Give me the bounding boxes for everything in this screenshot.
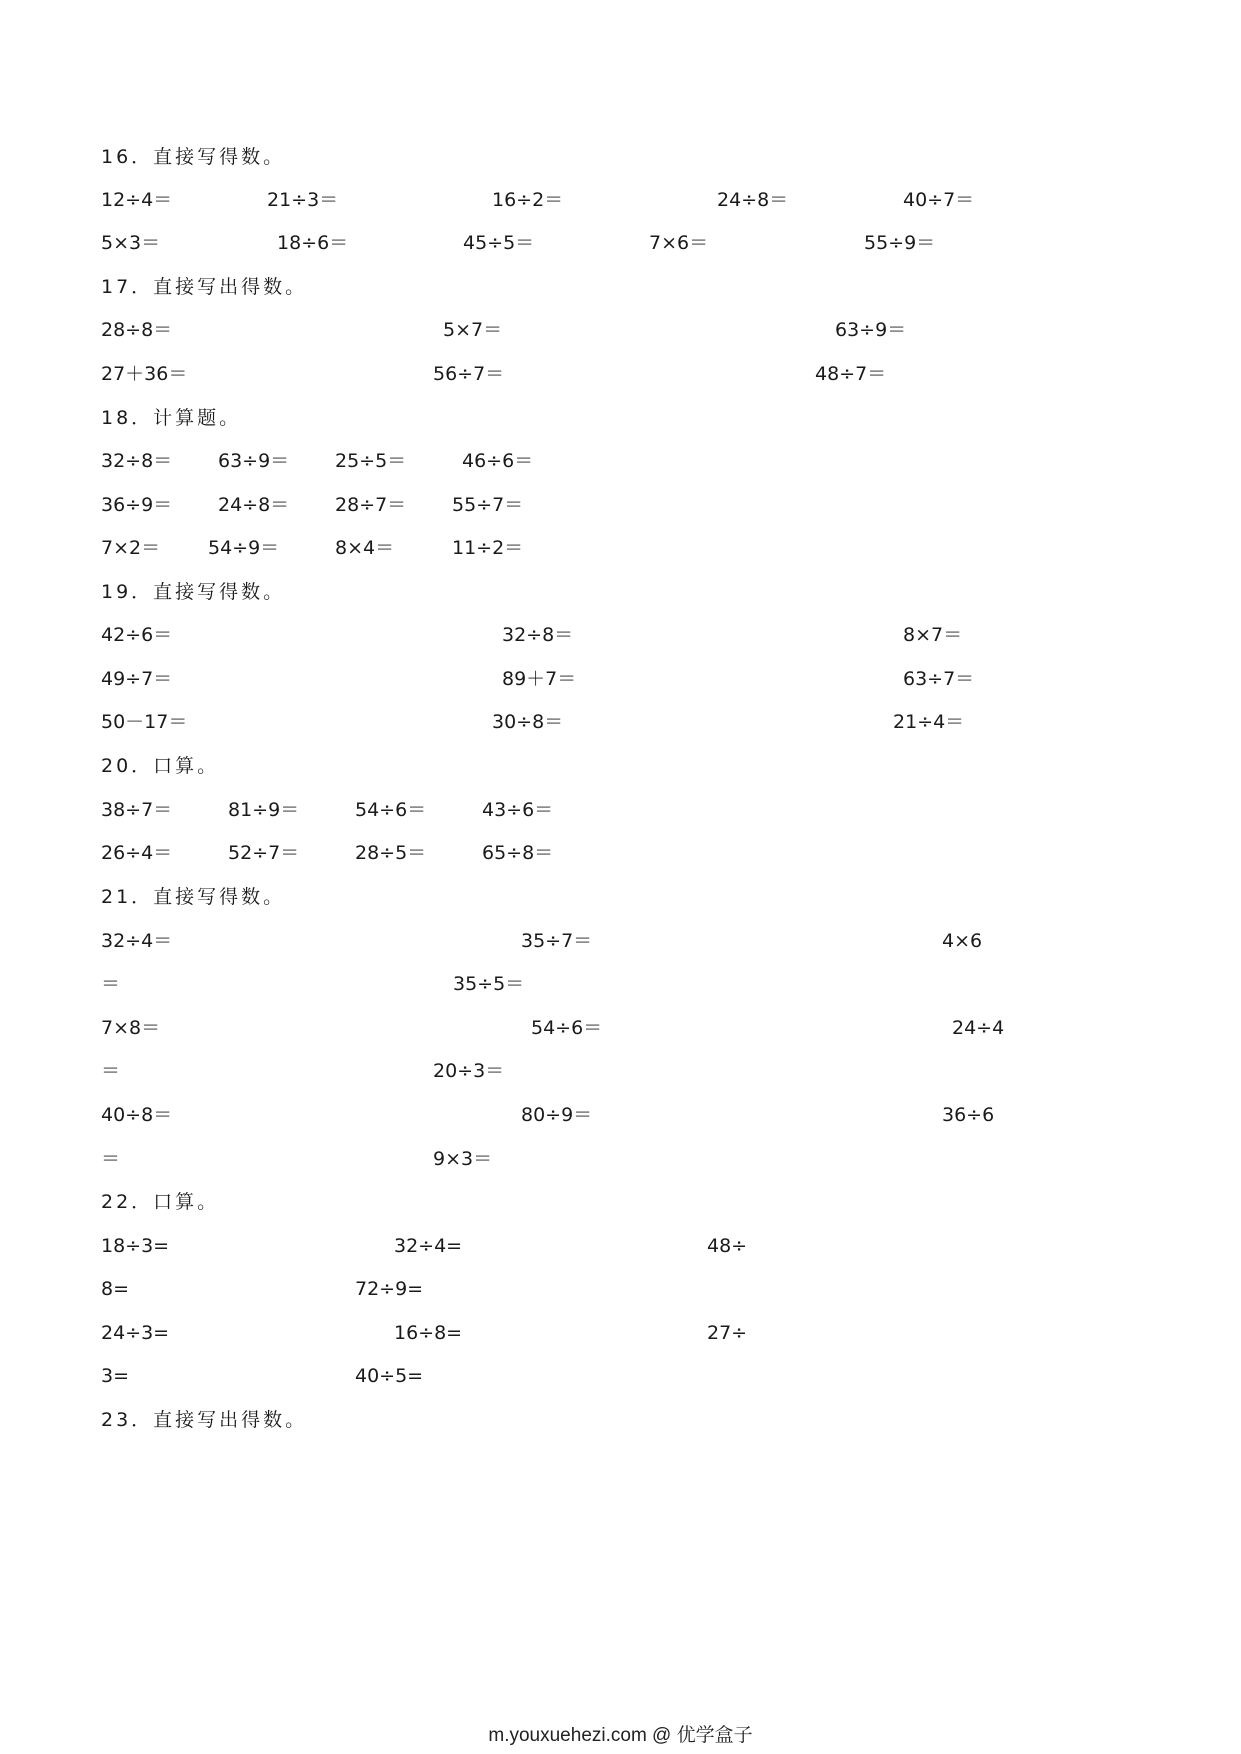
section-19-row-1 [0,619,1241,651]
expression: 8×7＝ [903,624,963,646]
section-18-title-row [0,402,1241,434]
section-21-title-row [0,881,1241,913]
expression: 16÷8= [394,1322,463,1344]
expression: 24÷4 [952,1017,1005,1039]
expression: 50－17＝ [101,711,188,733]
section-22-row-1 [0,1230,1241,1262]
expression: 63÷9＝ [835,319,907,341]
section-title: 18．计算题。 [101,407,242,429]
expression: 48÷ [707,1235,748,1257]
expression: 36÷9＝ [101,494,173,516]
section-18-row-3 [0,532,1241,564]
expression: 54÷9＝ [208,537,280,559]
section-23-title-row [0,1404,1241,1436]
expression: 46÷6＝ [462,450,534,472]
expression: 27＋36＝ [101,363,188,385]
section-19-row-2 [0,663,1241,695]
expression: 8= [101,1278,130,1300]
expression: 24÷8＝ [717,189,789,211]
expression: 4×6 [942,930,983,952]
section-title: 22．口算。 [101,1191,220,1213]
expression: 16÷2＝ [492,189,564,211]
expression: 48÷7＝ [815,363,887,385]
expression: 30÷8＝ [492,711,564,733]
expression: 80÷9＝ [521,1104,593,1126]
expression: 21÷4＝ [893,711,965,733]
expression: 55÷9＝ [864,232,936,254]
section-17-row-2 [0,358,1241,390]
section-16-row-2 [0,227,1241,259]
expression: 35÷7＝ [521,930,593,952]
expression: 55÷7＝ [452,494,524,516]
expression: 54÷6＝ [355,799,427,821]
expression: 36÷6 [942,1104,995,1126]
expression: 28÷5＝ [355,842,427,864]
section-17-title-row [0,271,1241,303]
expression: 3= [101,1365,130,1387]
expression: 45÷5＝ [463,232,535,254]
section-21-row-5 [0,1099,1241,1131]
section-20-title-row [0,750,1241,782]
section-19-row-3 [0,706,1241,738]
footer-watermark: m.youxuehezi.com @ 优学盒子 [488,1725,753,1746]
expression: 40÷5= [355,1365,424,1387]
section-20-row-2 [0,837,1241,869]
expression: 63÷7＝ [903,668,975,690]
section-title: 17．直接写出得数。 [101,276,308,298]
expression: 11÷2＝ [452,537,524,559]
expression: ＝ [101,973,121,995]
expression: 21÷3＝ [267,189,339,211]
section-22-row-4 [0,1360,1241,1392]
expression: 9×3＝ [433,1148,493,1170]
expression: 24÷3= [101,1322,170,1344]
expression: 18÷3= [101,1235,170,1257]
section-22-title-row [0,1186,1241,1218]
section-18-row-2 [0,489,1241,521]
expression: 40÷8＝ [101,1104,173,1126]
expression: 26÷4＝ [101,842,173,864]
expression: 27÷ [707,1322,748,1344]
section-title: 21．直接写得数。 [101,886,286,908]
expression: 28÷8＝ [101,319,173,341]
expression: 63÷9＝ [218,450,290,472]
section-21-row-2 [0,968,1241,1000]
expression: 8×4＝ [335,537,395,559]
expression: 18÷6＝ [277,232,349,254]
expression: 7×8＝ [101,1017,161,1039]
expression: ＝ [101,1148,121,1170]
expression: 38÷7＝ [101,799,173,821]
expression: 81÷9＝ [228,799,300,821]
section-19-title-row [0,576,1241,608]
section-title: 23．直接写出得数。 [101,1409,308,1431]
expression: 54÷6＝ [531,1017,603,1039]
expression: 89＋7＝ [502,668,577,690]
expression: 28÷7＝ [335,494,407,516]
section-20-row-1 [0,794,1241,826]
expression: 32÷8＝ [502,624,574,646]
section-21-row-3 [0,1012,1241,1044]
expression: 65÷8＝ [482,842,554,864]
section-22-row-3 [0,1317,1241,1349]
expression: 5×3＝ [101,232,161,254]
section-21-row-6 [0,1143,1241,1175]
expression: 5×7＝ [443,319,503,341]
expression: 32÷8＝ [101,450,173,472]
expression: 72÷9= [355,1278,424,1300]
expression: 32÷4= [394,1235,463,1257]
section-21-row-1 [0,925,1241,957]
expression: 24÷8＝ [218,494,290,516]
expression: 52÷7＝ [228,842,300,864]
section-18-row-1 [0,445,1241,477]
section-title: 20．口算。 [101,755,220,777]
expression: 7×6＝ [649,232,709,254]
expression: 42÷6＝ [101,624,173,646]
section-22-row-2 [0,1273,1241,1305]
expression: 12÷4＝ [101,189,173,211]
section-16-title-row [0,141,1241,173]
expression: 49÷7＝ [101,668,173,690]
expression: 20÷3＝ [433,1060,505,1082]
expression: 32÷4＝ [101,930,173,952]
expression: 25÷5＝ [335,450,407,472]
section-title: 16．直接写得数。 [101,146,286,168]
section-17-row-1 [0,314,1241,346]
expression: 35÷5＝ [453,973,525,995]
expression: 56÷7＝ [433,363,505,385]
expression: 43÷6＝ [482,799,554,821]
section-16-row-1 [0,184,1241,216]
section-title: 19．直接写得数。 [101,581,286,603]
expression: 7×2＝ [101,537,161,559]
expression: 40÷7＝ [903,189,975,211]
section-21-row-4 [0,1055,1241,1087]
expression: ＝ [101,1060,121,1082]
